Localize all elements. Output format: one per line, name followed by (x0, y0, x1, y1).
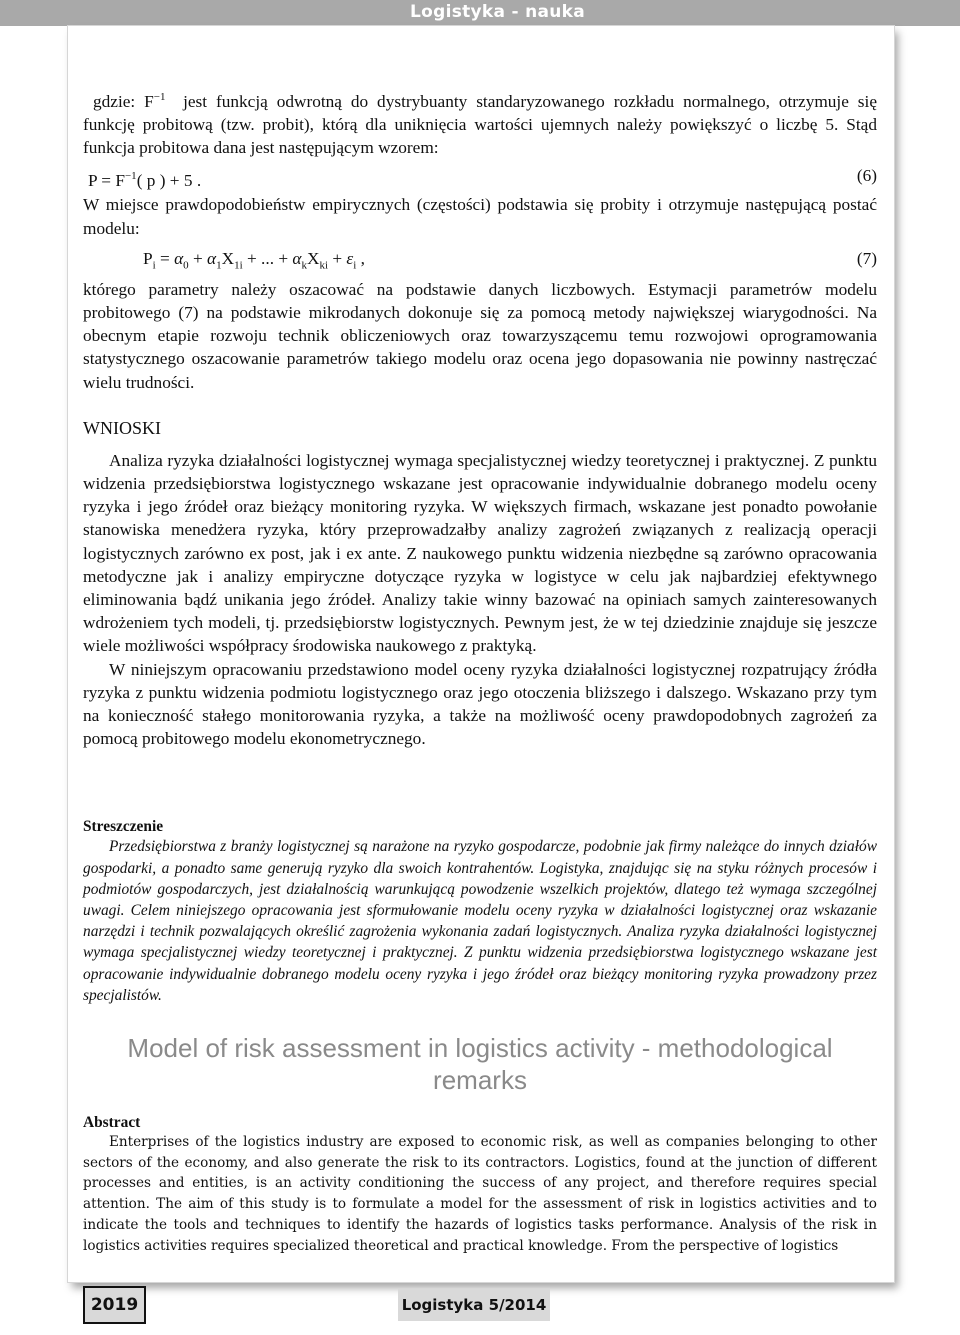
eq7-x1-sub: 1i (234, 259, 243, 272)
eq7-p: P (143, 248, 153, 268)
equation-6-number: (6) (856, 166, 877, 186)
eq7-alphak: α (292, 248, 302, 268)
intro-symbol-exponent: −1 (153, 91, 166, 103)
eq7-x1: X (221, 248, 235, 268)
intro-lead-word: gdzie: (93, 91, 136, 111)
summary-body: Przedsiębiorstwa z branży logistycznej są narażone na ryzyko gospodarcze, podobnie jak firmy należące do innych działów gospodarki, a ponadto same generują ryzyko dla swoich kontrahentów. Logistyka, znajdując się na styku różnych procesów i podmiotów gospodarczych, jest działalnością warunkującą powodzenie wszelkich projektów, dlatego też wymaga szczególnej uwagi. Celem niniejszego opracowania jest sformułowanie modelu oceny ryzyka w działalności logistycznej oraz wskazanie narzędzi i technik pozwalających określić zagrożenia wykonania zadań logistycznych. Analiza ryzyka działalności logistycznej wymaga specjalistycznej wiedzy teoretycznej i praktycznej. Z punktu widzenia przedsiębiorstwa logistycznego wskazane jest opracowanie indywidualnie dobranego modelu oceny ryzyka i jego źródeł oraz bieżący monitoring ryzyka prowadzony przez specjalistów. (83, 838, 877, 1004)
eq7-plus1: + (188, 248, 208, 268)
eq7-epsilon: ε (346, 248, 354, 268)
article-content (83, 86, 877, 1256)
conclusions-paragraph-2: W niniejszym opracowaniu przedstawiono model oceny ryzyka działalności logistycznej rozpatrujący źródła ryzyka z punktu widzenia podmiotu logistycznego oraz jego otoczenia bliższego i dalszego. Wskazano przy tym na konieczność stałego monitorowania ryzyka, a także na możliwość oceny prawdopodobnych zagrożeń za pomocą probitowego modelu ekonometrycznego. (83, 659, 877, 749)
eq7-plus2: + (328, 248, 347, 268)
eq7-alpha1: α (207, 248, 217, 268)
abstract-body: Enterprises of the logistics industry are exposed to economic risk, as well as companies belonging to other sectors of the economy, and also generate the risk to its contractors. Logistics, found at the junction of different processes and entities, is an activity conditioning the success of any project, and therefore requires special attention. The aim of this study is to formulate a model for the assessment of risk in logistics activities and to indicate the tools and techniques to identify the hazards of logistics tasks performance. Analysis of the risk in logistics activities requires specialized theoretical and practical knowledge. From the perspective of logistics (83, 1134, 877, 1254)
footer-year: 2019 (83, 1286, 146, 1324)
eq6-rhs: ( p ) + 5 . (136, 171, 202, 191)
intro-symbol (144, 86, 174, 113)
english-title: Model of risk assessment in logistics activity - methodological remarks (127, 1033, 833, 1096)
eq7-dots: + ... + (242, 248, 293, 268)
eq7-alpha0: α (174, 248, 184, 268)
eq6-lhs: P = F (88, 171, 125, 191)
summary-heading: Streszczenie (83, 818, 164, 836)
equation-7-number: (7) (856, 248, 877, 268)
conclusions-heading: WNIOSKI (83, 417, 161, 438)
intro-symbol-letter: F (144, 91, 154, 111)
model-intro-paragraph: W miejsce prawdopodobieństw empirycznych (częstości) podstawia się probity i otrzymuje następującą postać modelu: (83, 195, 877, 238)
header-bar (0, 0, 960, 26)
equation-7-formula (143, 240, 365, 284)
eq7-alpha0-sub: 0 (183, 259, 189, 272)
equation-7 (83, 240, 877, 278)
intro-text: jest funkcją odwrotną do dystrybuanty standaryzowanego rozkładu normalnego, otrzymuje się funkcję probitową (tzw. probit), którą dla uniknięcia wartości ujemnych należy powiększyć o liczbę 5. Stąd funkcja probitowa dana jest następującym wzorem: (83, 91, 878, 158)
eq6-exponent: −1 (124, 170, 137, 183)
eq7-epsilon-sub: i (353, 259, 357, 272)
eq7-comma: , (356, 248, 365, 268)
equation-6-formula (88, 159, 201, 198)
header-title: Logistyka - nauka (410, 2, 586, 22)
conclusions-paragraph-1: Analiza ryzyka działalności logistycznej wymaga specjalistycznej wiedzy teoretycznej i praktycznej. Z punktu widzenia przedsiębiorstwa logistycznego wskazane jest opracowanie indywidualnie dobranego modelu oceny ryzyka i jego źródeł oraz bieżący monitoring ryzyka. W większych firmach, wskazane jest ponadto powołanie stanowiska menedżera ryzyka, który przeprowadzałby analizy zagrożeń związanych z realizacją operacji logistycznych zarówno ex post, jak i ex ante. Z naukowego punktu widzenia niezbędne są zarówno opracowania metodyczne jak i analizy empiryczne dotyczące ryzyka w logistyce w celu jak najbardziej efektywnego eliminowania bądź unikania jego źródeł. Analizy takie winny bazować na opiniach samych zainteresowanych wdrożeniem tych modeli, tj. przedsiębiorstw logistycznych. Pewnym jest, że w tej dziedzinie znajduje się jeszcze wiele możliwości współpracy środowiska naukowego z praktyką. (83, 450, 877, 656)
equation-6 (83, 159, 877, 193)
estimation-paragraph: którego parametry należy oszacować na podstawie danych liczbowych. Estymacji parametrów modelu probitowego (7) na podstawie mikrodanych dokonuje się za pomocą metody największej wiarygodności. Na obecnym etapie rozwoju technik obliczeniowych oraz towarzyszącemu temu rozwojowi oprogramowania statystycznego oszacowanie parametrów takiego modelu oraz ocena jego dopasowania nie powinny nastręczać wielu trudności. (83, 279, 877, 392)
eq7-equals: = (155, 248, 175, 268)
eq7-xk-sub: ki (319, 259, 329, 272)
eq7-xk: X (306, 248, 320, 268)
section-spacer (83, 750, 877, 818)
eq7-alpha1-sub: 1 (216, 259, 222, 272)
intro-paragraph (83, 86, 877, 159)
footer-journal: Logistyka 5/2014 (398, 1289, 550, 1321)
abstract-heading: Abstract (83, 1114, 141, 1132)
eq7-alphak-sub: k (301, 259, 307, 272)
eq7-p-sub: i (152, 259, 156, 272)
